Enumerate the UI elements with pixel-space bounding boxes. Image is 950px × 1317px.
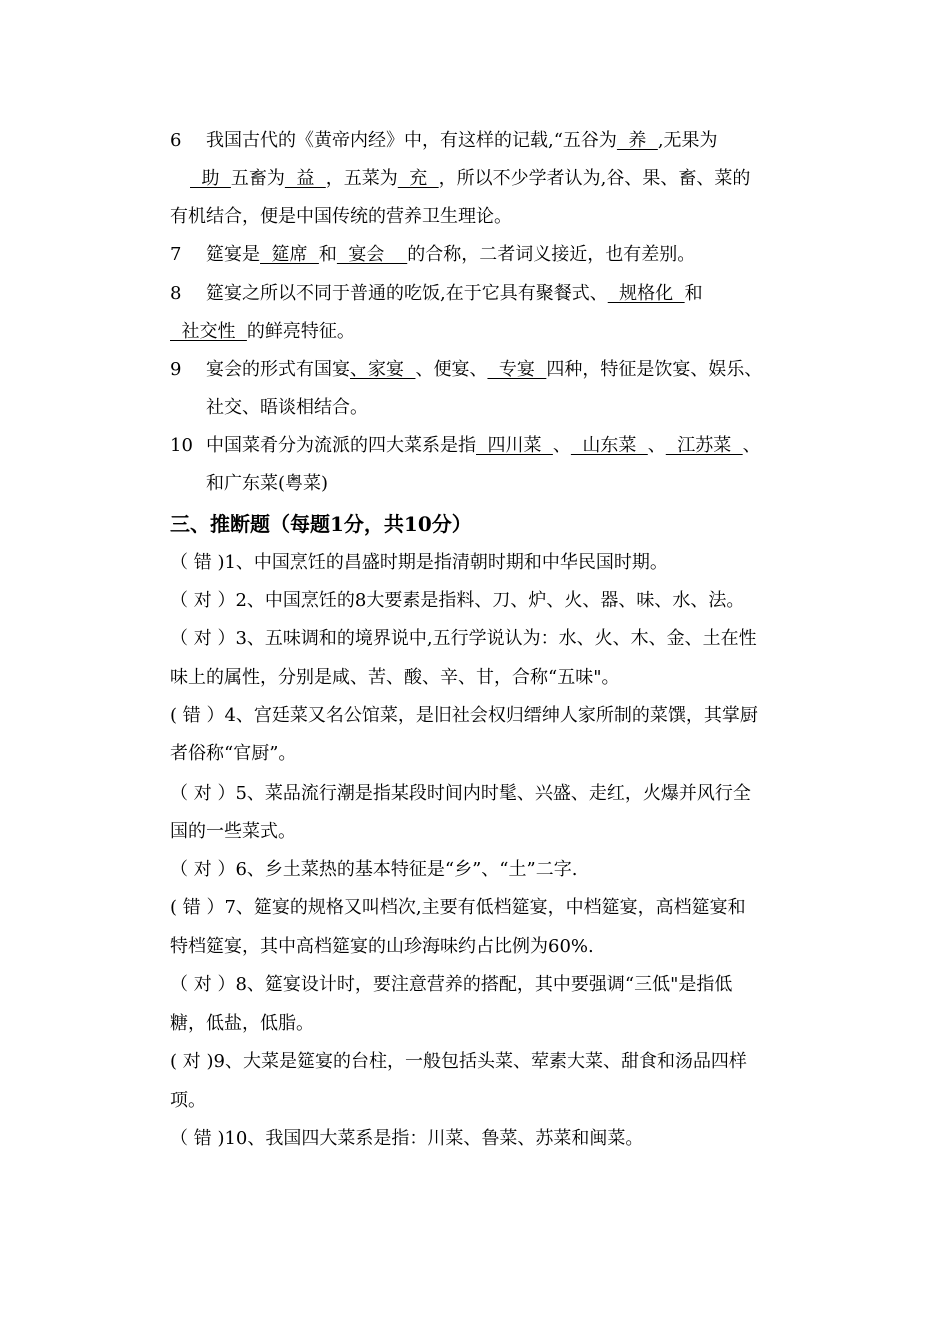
q6-line-1 xyxy=(170,129,718,153)
q6-answer-4: 充 xyxy=(397,168,439,189)
q6-text-c: 五畜为 xyxy=(230,168,285,189)
q7-answer-1: 筵席 xyxy=(260,244,319,265)
tf-line: 糖，低盐，低脂。 xyxy=(170,1013,314,1034)
q8-answer-1: 规格化 xyxy=(607,283,685,304)
q10-sep-2: 、 xyxy=(647,435,666,456)
q9-answer-2: 专宴 xyxy=(487,359,547,380)
q7-answer-2: 宴会 xyxy=(336,244,408,265)
tf-line: 者俗称“官厨”。 xyxy=(170,743,297,764)
q10-sep-1: 、 xyxy=(552,435,571,456)
q8-text-c: 的鲜亮特征。 xyxy=(246,321,355,342)
tf-line: 特档筵宴，其中高档筵宴的山珍海味约占比例为60%. xyxy=(170,936,594,957)
tf-line: ( 错 ）4、宫廷菜又名公馆菜，是旧社会权归缙绅人家所制的菜馔，其掌厨 xyxy=(170,705,758,726)
q8-number: 8 xyxy=(170,283,182,304)
tf-line: （ 错 )10、我国四大菜系是指：川菜、鲁菜、苏菜和闽菜。 xyxy=(170,1128,644,1149)
q8-text-b: 和 xyxy=(684,283,709,304)
q9-text-a: 宴会的形式有国宴 xyxy=(206,359,350,380)
q8-answer-2: 社交性 xyxy=(170,321,247,342)
q9-text-c: 四种，特征是饮宴、娱乐、 xyxy=(546,359,763,380)
q7-number: 7 xyxy=(170,244,182,265)
q6-text-e: ，所以不少学者认为,谷、果、畜、菜的 xyxy=(438,168,751,189)
q7-line-1 xyxy=(170,243,695,267)
tf-line: 味上的属性，分别是咸、苦、酸、辛、甘，合称“五味"。 xyxy=(170,667,620,688)
q9-text-b: 、便宴、 xyxy=(415,359,488,380)
q6-text-d: ，五菜为 xyxy=(325,168,398,189)
q6-answer-1: 养 xyxy=(616,130,658,151)
tf-line: （ 错 )1、中国烹饪的昌盛时期是指清朝时期和中华民国时期。 xyxy=(170,552,668,573)
tf-line: （ 对 ）3、五味调和的境界说中,五行学说认为：水、火、木、金、土在性 xyxy=(170,628,757,649)
q9-line-2: 社交、晤谈相结合。 xyxy=(206,397,368,418)
q6-answer-3: 益 xyxy=(284,168,326,189)
q10-answer-2: 山东菜 xyxy=(570,435,648,456)
q7-text-c: 的合称，二者词义接近，也有差别。 xyxy=(407,244,696,265)
tf-line: ( 对 )9、大菜是筵宴的台柱，一般包括头菜、荤素大菜、甜食和汤品四样 xyxy=(170,1051,747,1072)
q6-text-b: ,无果为 xyxy=(657,130,718,151)
q9-line-1 xyxy=(170,358,762,382)
tf-line: （ 对 ）5、菜品流行潮是指某段时间内时髦、兴盛、走红，火爆并风行全 xyxy=(170,783,751,804)
q6-line-3: 有机结合，便是中国传统的营养卫生理论。 xyxy=(170,206,512,227)
q7-text-b: 和 xyxy=(318,244,337,265)
q10-line-2: 和广东菜(粤菜) xyxy=(206,473,329,494)
q8-text-a: 筵宴之所以不同于普通的吃饭,在于它具有聚餐式、 xyxy=(206,283,608,304)
q10-line-1 xyxy=(170,434,761,458)
q10-sep-3: 、 xyxy=(742,435,761,456)
q10-answer-3: 江苏菜 xyxy=(665,435,743,456)
q8-line-1 xyxy=(170,282,708,306)
q8-line-2 xyxy=(170,320,355,344)
q6-line-2 xyxy=(190,167,750,191)
q9-answer-1: 、家宴 xyxy=(350,359,416,380)
tf-line: 国的一些菜式。 xyxy=(170,821,296,842)
q10-answer-1: 四川菜 xyxy=(476,435,553,456)
section-3-heading: 三、推断题（每题1分，共10分） xyxy=(170,512,472,536)
q9-number: 9 xyxy=(170,359,182,380)
q6-text-a: 我国古代的《黄帝内经》中，有这样的记载,“五谷为 xyxy=(206,130,617,151)
tf-line: （ 对 ）8、筵宴设计时，要注意营养的搭配，其中要强调“三低"是指低 xyxy=(170,974,733,995)
tf-line: 项。 xyxy=(170,1090,206,1111)
q6-number: 6 xyxy=(170,130,182,151)
tf-line: （ 对 ）6、乡土菜热的基本特征是“乡”、“土”二字. xyxy=(170,859,578,880)
q10-text-a: 中国菜肴分为流派的四大菜系是指 xyxy=(206,435,476,456)
q10-number: 10 xyxy=(170,435,193,456)
tf-line: ( 错 ）7、筵宴的规格又叫档次,主要有低档筵宴，中档筵宴，高档筵宴和 xyxy=(170,897,746,918)
q7-text-a: 筵宴是 xyxy=(206,244,260,265)
q6-answer-2: 助 xyxy=(190,168,231,189)
tf-line: （ 对 ）2、中国烹饪的8大要素是指料、刀、炉、火、器、味、水、法。 xyxy=(170,590,745,611)
